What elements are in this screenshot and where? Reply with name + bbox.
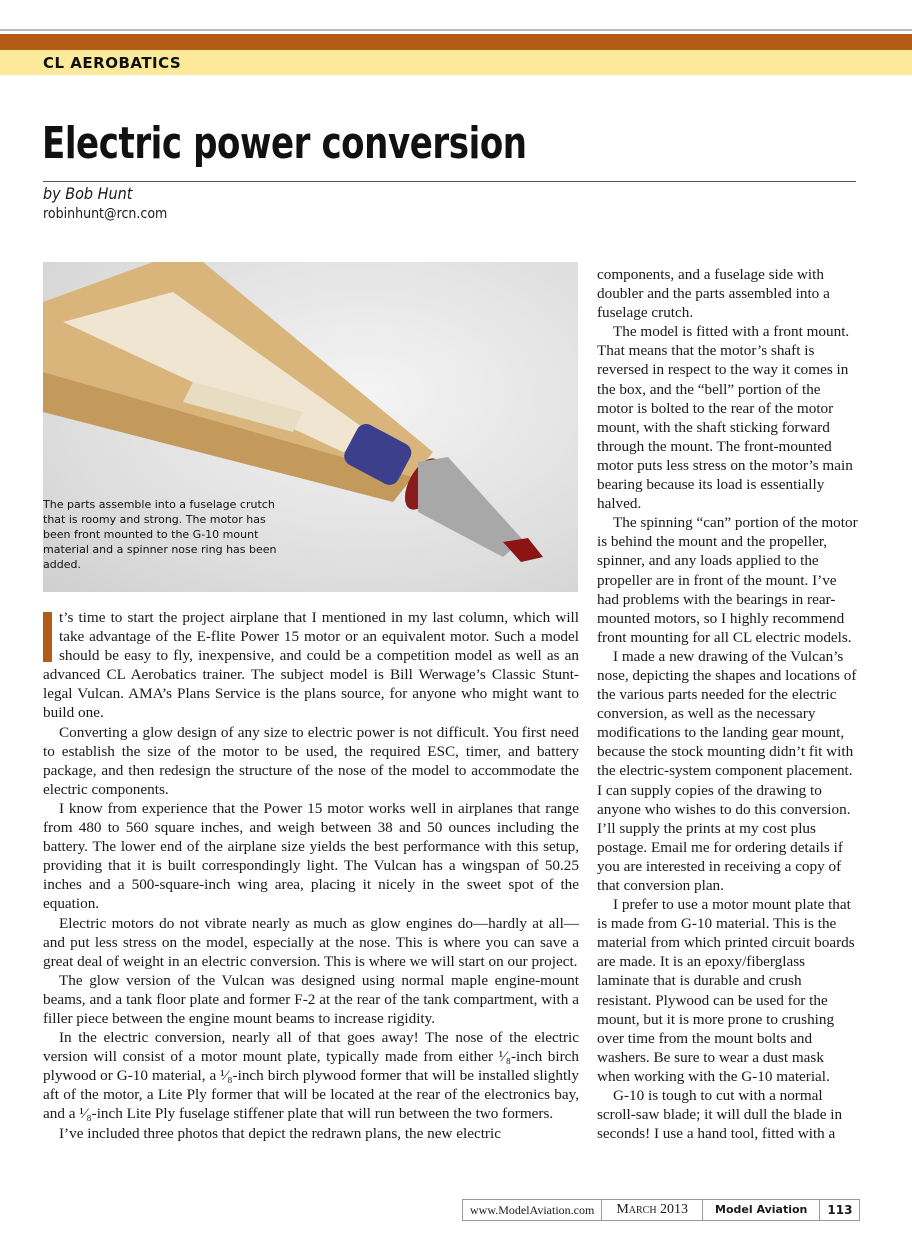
- title-rule: [43, 181, 856, 182]
- paragraph: Electric motors do not vibrate nearly as much as glow engines do—hardly at all—and put less stress on the model, especially at the nose. This is where you can save a great deal of weight in an electric conversion. This is where we will start on our project.: [43, 914, 579, 970]
- section-label: CL AEROBATICS: [43, 54, 182, 72]
- section-header: [0, 50, 912, 75]
- page-footer: [462, 1199, 860, 1221]
- header-band: [0, 34, 912, 50]
- footer-issue: March 2013: [602, 1200, 703, 1220]
- drop-cap: [43, 612, 52, 662]
- photo-caption: The parts assemble into a fuselage crutch that is roomy and strong. The motor has been front mounted to the G-10 mount material and a spinner nose ring has been added.: [43, 498, 277, 571]
- paragraph: I prefer to use a motor mount plate that is made from G-10 material. This is the material from which printed circuit boards are made. It is an epoxy/fiberglass laminate that is durable and crush resistant. Plywood can be used for the mount, but it is more prone to crushing over time from the mount bolts and washers. Be sure to wear a dust mask when working with the G-10 material.: [597, 896, 855, 1085]
- footer-magazine: Model Aviation: [703, 1200, 820, 1220]
- top-rule: [0, 29, 912, 31]
- article-column-right: [597, 265, 859, 1143]
- paragraph: components, and a fuselage side with doubler and the parts assembled into a fuselage crutch.: [597, 266, 830, 322]
- article-column-left: [43, 608, 579, 1143]
- page-number: 113: [827, 1203, 853, 1217]
- paragraph: The model is fitted with a front mount. That means that the motor’s shaft is reversed in respect to the way it comes in the box, and the “bell” portion of the motor is bolted to the rear of the motor mount, with the shaft sticking forward through the mount. The front-mounted motor puts less stress on the motor’s main bearing because its load is essentially halved.: [597, 323, 853, 513]
- paragraph: The spinning “can” portion of the motor is behind the mount and the propeller, spinner, and any loads applied to the propeller are in front of the mount. I’ve had problems with the bearings in rear-mounted motors, so I highly recommend front mounting for all CL electric models.: [597, 514, 858, 646]
- footer-website[interactable]: www.ModelAviation.com: [463, 1200, 602, 1220]
- article-title: Electric power conversion: [42, 118, 527, 169]
- paragraph: I know from experience that the Power 15 motor works well in airplanes that range from 480 to 560 square inches, and weigh between 38 and 50 ounces including the battery. The lower end of the airplane size yields the best performance with this setup, providing that it is built correspondingly light. The Vulcan has a wingspan of 50.25 inches and a 500-square-inch wing area, placing it nicely in the sweet spot of the equation.: [43, 799, 579, 913]
- paragraph: Converting a glow design of any size to electric power is not difficult. You first need to establish the size of the motor to be used, the required ESC, timer, and battery package, and then redesign the structure of the nose of the model to accommodate the electric components.: [43, 723, 579, 798]
- paragraph: I’ve included three photos that depict the redrawn plans, the new electric: [59, 1124, 501, 1142]
- paragraph: In the electric conversion, nearly all of that goes away! The nose of the electric version will consist of a motor mount plate, typically made from either ¹⁄₈-inch birch plywood or G-10 material, a ¹⁄₈-inch birch plywood former that will be installed slightly aft of the motor, a Lite Ply former that will be located at the rear of the electronics bay, and a ¹⁄₈-inch Lite Ply fuselage stiffener plate that will run between the two formers.: [43, 1029, 579, 1123]
- paragraph: t’s time to start the project airplane that I mentioned in my last column, which will take advantage of the E-flite Power 15 motor or an equivalent motor. Such a model should be easy to fly, inexpensive, and could be a competition model as well as an advanced CL Aerobatics trainer. The subject model is Bill Werwage’s Classic Stunt-legal Vulcan. AMA’s Plans Service is the plans source, for anyone who might want to build one.: [43, 609, 579, 722]
- paragraph: I made a new drawing of the Vulcan’s nose, depicting the shapes and locations of the various parts needed for the electric conversion, as well as the necessary modifications to the landing gear mount, because the stock mounting didn’t fit with the electric-system component placement. I can supply copies of the drawing to anyone who wishes to do this conversion. I’ll supply the prints at my cost plus postage. Email me for ordering details if you are interested in receiving a copy of that conversion plan.: [597, 647, 857, 894]
- paragraph: G-10 is tough to cut with a normal scroll-saw blade; it will dull the blade in seconds! I use a hand tool, fitted with a: [597, 1087, 843, 1143]
- byline: by Bob Hunt: [43, 184, 133, 203]
- paragraph: The glow version of the Vulcan was designed using normal maple engine-mount beams, and a tank floor plate and former F-2 at the rear of the tank compartment, with a filler piece between the engine mount beams to increase rigidity.: [43, 971, 579, 1027]
- author-email[interactable]: robinhunt@rcn.com: [43, 206, 168, 222]
